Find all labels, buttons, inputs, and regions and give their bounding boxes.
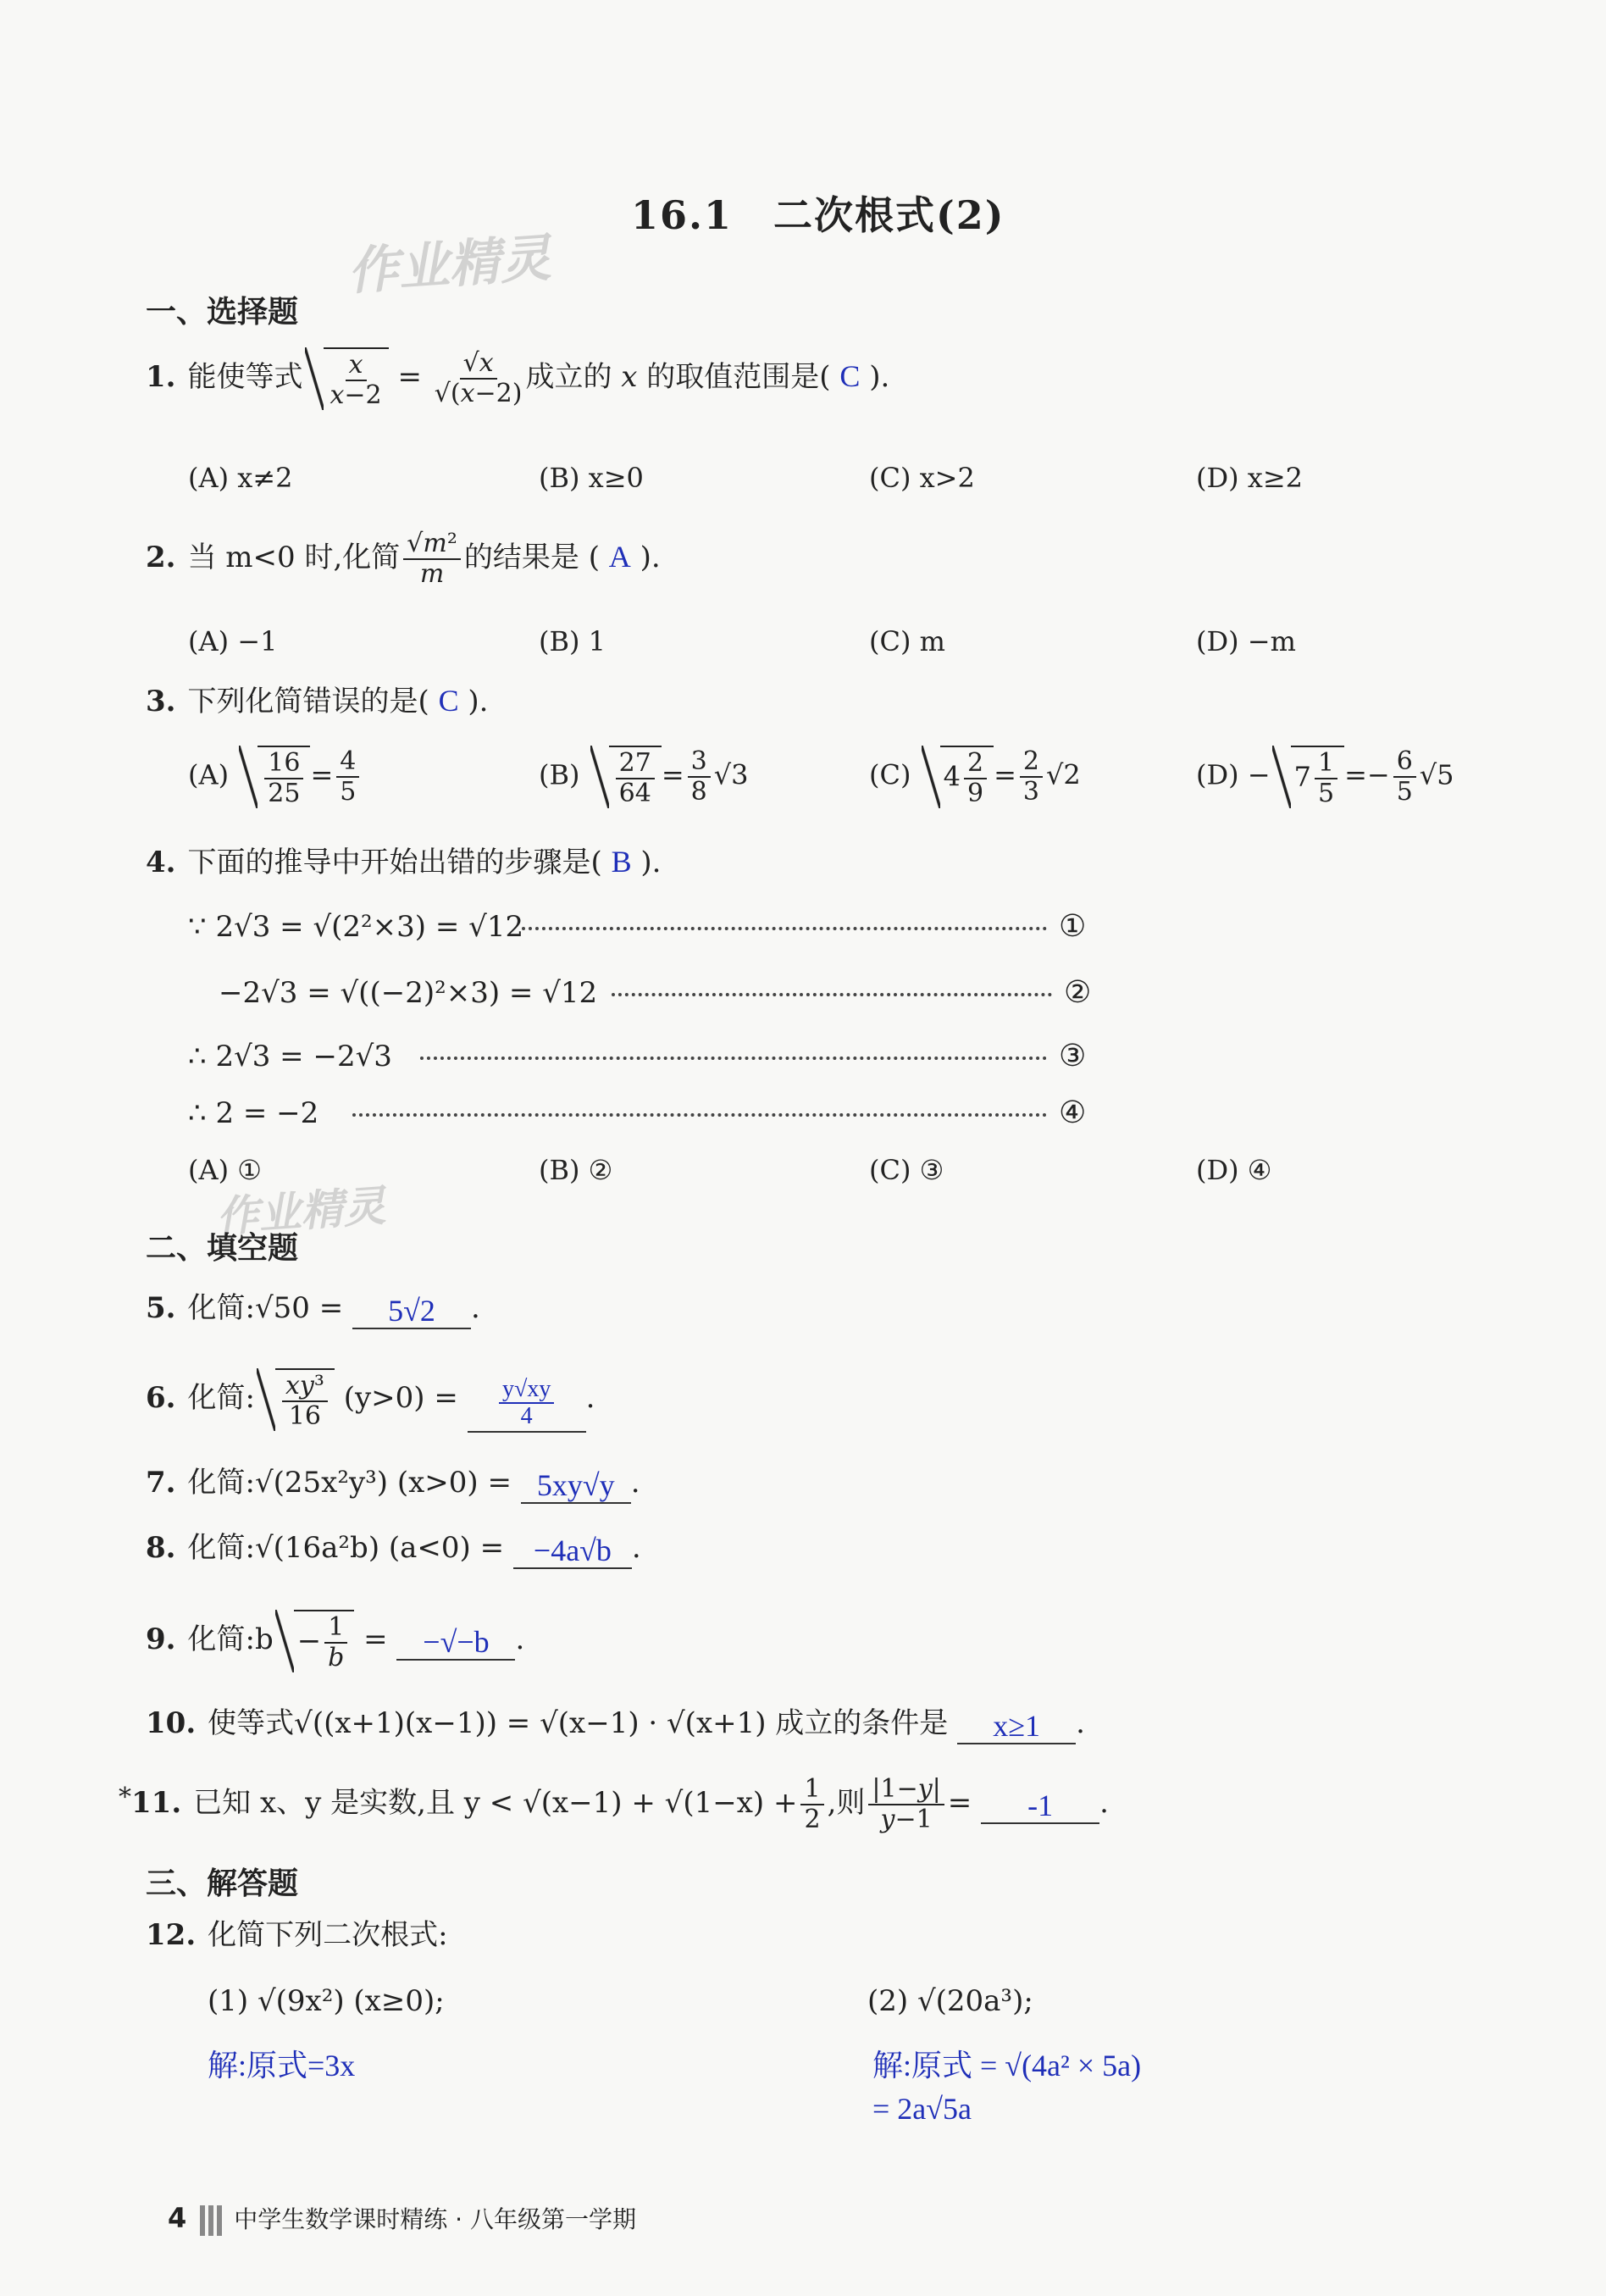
fraction: $\frac{\text{√m²}}{m}$: [403, 530, 461, 589]
option-d: (D) − 7 $\frac{1}{5}$ =− $\frac{6}{5}$ √5: [1196, 746, 1454, 808]
answer: −4a√b: [533, 1533, 612, 1567]
option-b: (B) ②: [539, 1154, 613, 1186]
fraction: $\frac{√x}{√(x-2)}$: [434, 348, 523, 408]
book-title: 中学生数学课时精练 · 八年级第一学期: [234, 2205, 636, 2233]
option-b: (B) $\frac{27}{64}$ = $\frac{3}{8}$ √3: [539, 746, 749, 808]
question-2: 2. 当 m<0 时,化简 $\frac{\text{√m²}}{m}$ 的结果是 ( A ).: [146, 529, 661, 589]
question-number: 2.: [146, 541, 176, 574]
option-d: (D) ④: [1196, 1154, 1272, 1186]
question-3: 3. 下列化简错误的是( C ).: [146, 684, 489, 718]
derivation-step-3: ∴ 2√3 = −2√3 ③: [188, 1039, 1087, 1073]
question-8: 8. 化简:√(16a²b) (a<0) = −4a√b .: [146, 1531, 641, 1567]
section-solve-heading: 三、解答题: [146, 1866, 299, 1901]
question-9: 9. 化简:b − $\frac{1}{b}$ = −√−b .: [146, 1610, 524, 1672]
question-number: 3.: [146, 685, 176, 718]
option-d: (D) x≥2: [1196, 462, 1304, 494]
question-text: 能使等式: [187, 360, 303, 394]
question-4: 4. 下面的推导中开始出错的步骤是( B ).: [146, 845, 662, 879]
answer: A: [608, 540, 631, 574]
question-7: 7. 化简:√(25x²y³) (x>0) = 5xy√y .: [146, 1466, 640, 1502]
question-12-part-2: (2) √(20a³);: [867, 1984, 1033, 2018]
page-title: 16.1 二次根式(2): [631, 192, 1005, 238]
question-12: 12. 化简下列二次根式:: [146, 1918, 448, 1952]
question-12-part-1: (1) √(9x²) (x≥0);: [208, 1984, 445, 2018]
derivation-step-2: −2√3 = √((−2)²×3) = √12 ②: [219, 975, 1092, 1010]
option-a: (A) x≠2: [188, 462, 293, 494]
option-c: (C) x>2: [869, 462, 975, 494]
answer: −√−b: [423, 1625, 490, 1659]
watermark-top: 作业精灵: [346, 228, 553, 302]
question-number: 1.: [146, 360, 176, 394]
section-choice-heading: 一、选择题: [146, 295, 299, 330]
derivation-step-1: ∵ 2√3 = √(2²×3) = √12 ①: [188, 909, 1087, 944]
answer: 5xy√y: [536, 1468, 615, 1502]
answer: C: [438, 684, 459, 718]
answer: x≥1: [993, 1709, 1040, 1743]
derivation-step-4: ∴ 2 = −2 ④: [188, 1095, 1087, 1130]
option-a: (A) $\frac{16}{25}$ = $\frac{4}{5}$: [188, 746, 363, 808]
watermark-middle: 作业精灵: [214, 1181, 388, 1242]
option-b: (B) 1: [539, 625, 606, 657]
answer-part-2-line-2: = 2a√5a: [872, 2092, 972, 2126]
option-d: (D) −m: [1196, 625, 1296, 657]
answer: -1: [1027, 1789, 1054, 1822]
option-b: (B) x≥0: [539, 462, 644, 494]
answer: B: [611, 845, 632, 879]
footer-bar-icon: [200, 2205, 205, 2236]
footer: [168, 2201, 636, 2236]
question-5: 5. 化简:√50 = 5√2 .: [146, 1291, 480, 1328]
question-6: 6. 化简: $\frac{\text{xy³}}{16}$ (y>0) = $\frac{y√xy}{4}$ .: [146, 1368, 595, 1433]
question-1: 1. 能使等式 $\frac{x}{x-2}$ = $\frac{√x}{√(x-2)}$ 成立的 x 的取值范围是( C ).: [146, 348, 890, 410]
answer: 5√2: [388, 1294, 435, 1328]
sqrt-expression: $\frac{x}{x-2}$: [305, 347, 389, 410]
option-c: (C) ③: [869, 1154, 944, 1186]
question-11: *11. 已知 x、y 是实数,且 y < √(x−1) + √(1−x) + $\frac{1}{2}$ ,则 $\frac{|1-y|}{y-1}$ = -1 .: [119, 1774, 1109, 1834]
page-number: 4: [168, 2202, 187, 2234]
section-fill-heading: 二、填空题: [146, 1231, 299, 1266]
option-a: (A) −1: [188, 625, 278, 657]
option-c: (C) 4 $\frac{2}{9}$ = $\frac{2}{3}$ √2: [869, 746, 1081, 808]
question-number: 4.: [146, 846, 176, 879]
answer-part-2-line-1: 解:原式 = √(4a² × 5a): [872, 2049, 1142, 2082]
option-c: (C) m: [869, 625, 945, 657]
answer-part-1: 解:原式=3x: [208, 2049, 356, 2082]
option-a: (A) ①: [188, 1154, 262, 1186]
question-10: 10. 使等式√((x+1)(x−1)) = √(x−1) · √(x+1) 成立的条件是 x≥1 .: [146, 1706, 1085, 1743]
answer: C: [839, 359, 861, 393]
